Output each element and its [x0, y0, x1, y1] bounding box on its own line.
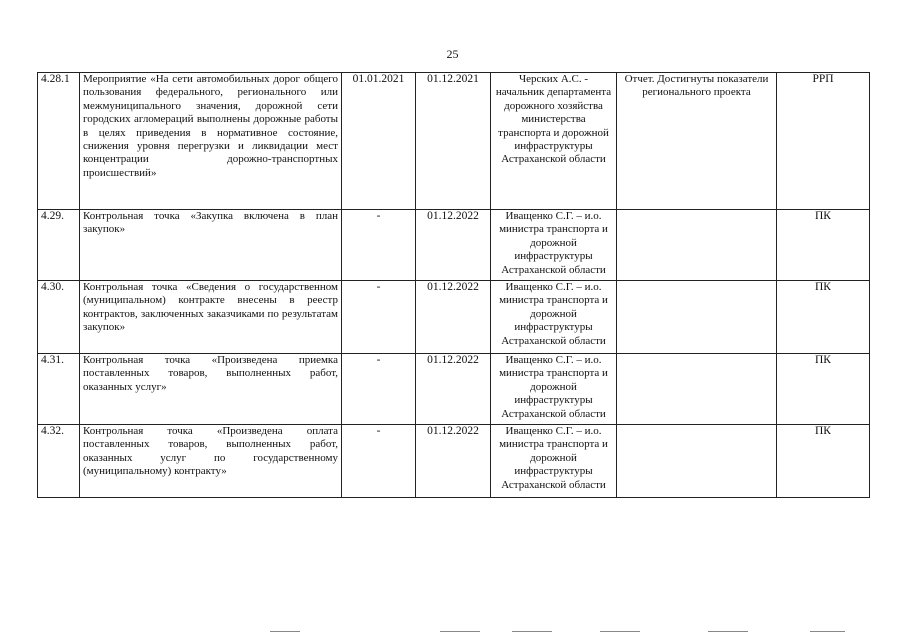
row-number: 4.31.	[38, 354, 80, 425]
row-type: ПК	[777, 281, 870, 354]
row-responsible: Иващенко С.Г. – и.о. министра транспорта и дорожной инфраструктуры Астраханской области	[491, 210, 617, 281]
row-description: Контрольная точка «Закупка включена в план закупок»	[80, 210, 342, 281]
row-start-date: -	[342, 281, 416, 354]
row-description: Мероприятие «На сети автомобильных дорог общего пользования федерального, регионального или межмуниципального значения, дорожной сети городских агломераций выполнены дорожные работы в целях приведения в нормативное состояние, снижения уровня перегрузки и ликвидации мест концентрации дорожно-транспортных происшествий»	[80, 73, 342, 210]
row-number: 4.32.	[38, 425, 80, 498]
row-responsible: Иващенко С.Г. – и.о. министра транспорта и дорожной инфраструктуры Астраханской области	[491, 281, 617, 354]
row-end-date: 01.12.2022	[416, 354, 491, 425]
table-row	[38, 210, 870, 281]
row-result	[617, 210, 777, 281]
scan-artifact-lines	[0, 631, 905, 635]
table-row	[38, 354, 870, 425]
scan-artifact-line	[512, 631, 552, 632]
row-start-date: -	[342, 210, 416, 281]
row-start-date: -	[342, 354, 416, 425]
table-row	[38, 281, 870, 354]
scan-artifact-line	[440, 631, 480, 632]
row-description: Контрольная точка «Произведена оплата поставленных товаров, выполненных работ, оказанных услуг по государственному (муниципальному) контракту»	[80, 425, 342, 498]
scan-artifact-line	[270, 631, 300, 632]
row-result: Отчет. Достигнуты показатели регионального проекта	[617, 73, 777, 210]
row-end-date: 01.12.2022	[416, 210, 491, 281]
row-type: ПК	[777, 354, 870, 425]
row-number: 4.28.1	[38, 73, 80, 210]
row-end-date: 01.12.2021	[416, 73, 491, 210]
row-responsible: Черских А.С. - начальник департамента дорожного хозяйства министерства транспорта и дорожной инфраструктуры Астраханской области	[491, 73, 617, 210]
row-result	[617, 425, 777, 498]
row-type: ПК	[777, 425, 870, 498]
table-row	[38, 73, 870, 210]
page-number: 25	[446, 47, 459, 61]
row-description: Контрольная точка «Сведения о государственном (муниципальном) контракте внесены в реестр контрактов, заключенных заказчиками по результатам закупок»	[80, 281, 342, 354]
row-responsible: Иващенко С.Г. – и.о. министра транспорта и дорожной инфраструктуры Астраханской области	[491, 354, 617, 425]
row-start-date: 01.01.2021	[342, 73, 416, 210]
row-type: РРП	[777, 73, 870, 210]
row-start-date: -	[342, 425, 416, 498]
row-end-date: 01.12.2022	[416, 425, 491, 498]
scan-artifact-line	[810, 631, 845, 632]
row-result	[617, 354, 777, 425]
row-end-date: 01.12.2022	[416, 281, 491, 354]
row-number: 4.30.	[38, 281, 80, 354]
row-number: 4.29.	[38, 210, 80, 281]
row-responsible: Иващенко С.Г. – и.о. министра транспорта и дорожной инфраструктуры Астраханской области	[491, 425, 617, 498]
row-result	[617, 281, 777, 354]
table-row	[38, 425, 870, 498]
scan-artifact-line	[708, 631, 748, 632]
row-description: Контрольная точка «Произведена приемка поставленных товаров, выполненных работ, оказанных услуг»	[80, 354, 342, 425]
scan-artifact-line	[600, 631, 640, 632]
row-type: ПК	[777, 210, 870, 281]
plan-table	[37, 72, 870, 498]
